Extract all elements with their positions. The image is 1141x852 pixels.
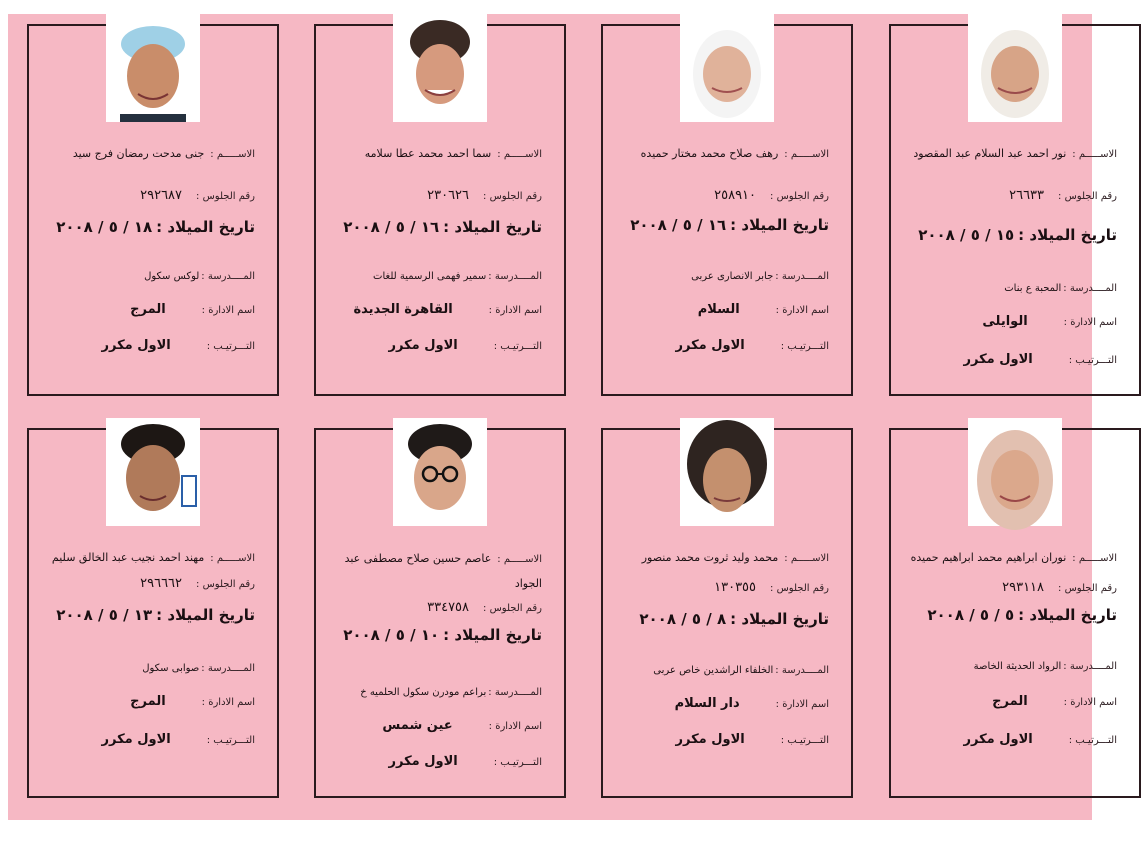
rank-label: التـــرتيـب : [493, 341, 542, 352]
seat-label: رقم الجلوس : [483, 191, 542, 202]
school-line [41, 656, 255, 675]
student-name: جنى مدحت رمضان فرج سيد [72, 147, 205, 160]
school-line [903, 276, 1117, 295]
school-name: الخلفاء الراشدين خاص عربى [653, 665, 774, 676]
rank-value: الاول مكرر [388, 338, 458, 353]
dob-label: تاريخ الميلاد : [1018, 606, 1117, 624]
rank-line [41, 334, 255, 353]
dob-label: تاريخ الميلاد : [443, 218, 542, 236]
admin-name: المرج [130, 302, 166, 317]
admin-name: السلام [697, 302, 740, 317]
admin-line [41, 690, 255, 709]
student-name: رهف صلاح محمد مختار حميده [640, 147, 779, 160]
student-card [601, 24, 853, 396]
rank-label: التـــرتيـب : [1068, 735, 1117, 746]
school-label: المــــدرسة : [775, 665, 829, 676]
seat-line [328, 596, 542, 615]
seat-number: ٢٩٦٦٦٢ [140, 576, 183, 591]
student-photo [106, 418, 200, 526]
rank-label: التـــرتيـب : [206, 735, 255, 746]
school-label: المــــدرسة : [488, 687, 542, 698]
birth-date: ١٠ / ٥ / ٢٠٠٨ [343, 626, 440, 644]
birth-date: ٥ / ٥ / ٢٠٠٨ [927, 606, 1015, 624]
student-photo [393, 14, 487, 122]
name-line [41, 142, 255, 161]
school-label: المــــدرسة : [488, 271, 542, 282]
school-label: المــــدرسة : [1063, 661, 1117, 672]
rank-line [328, 334, 542, 353]
school-label: المــــدرسة : [775, 271, 829, 282]
student-name: نور احمد عبد السلام عبد المقصود [913, 147, 1067, 160]
student-card [601, 428, 853, 798]
birth-date: ١٨ / ٥ / ٢٠٠٨ [56, 218, 153, 236]
rank-label: التـــرتيـب : [206, 341, 255, 352]
admin-name: القاهرة الجديدة [353, 302, 453, 317]
seat-number: ٢٥٨٩١٠ [714, 188, 757, 203]
rank-line [903, 728, 1117, 747]
seat-number: ٢٣٠٦٢٦ [427, 188, 470, 203]
student-card [27, 24, 279, 396]
seat-number: ٢٩٣١١٨ [1002, 580, 1045, 595]
school-name: براعم مودرن سكول الحلميه خ [360, 687, 487, 698]
seat-number: ٢٩٢٦٨٧ [140, 188, 183, 203]
name-line [615, 142, 829, 161]
name-label: الاســـــم : [1072, 149, 1117, 160]
birth-date: ١٣ / ٥ / ٢٠٠٨ [56, 606, 153, 624]
school-name: صوابى سكول [142, 663, 200, 674]
rank-line [903, 348, 1117, 367]
name-line [903, 142, 1117, 161]
school-line [615, 658, 829, 677]
rank-value: الاول مكرر [675, 732, 745, 747]
seat-line [328, 184, 542, 203]
school-line [615, 264, 829, 283]
rank-label: التـــرتيـب : [780, 735, 829, 746]
dob-line [903, 226, 1117, 244]
school-label: المــــدرسة : [1063, 283, 1117, 294]
birth-date: ٨ / ٥ / ٢٠٠٨ [639, 610, 727, 628]
seat-line [615, 184, 829, 203]
seat-label: رقم الجلوس : [1058, 191, 1117, 202]
rank-value: الاول مكرر [101, 732, 171, 747]
name-label: الاســـــم : [1072, 553, 1117, 564]
certificate-sheet [8, 14, 1117, 820]
student-photo [968, 14, 1062, 122]
student-photo [680, 14, 774, 122]
name-line [615, 546, 829, 565]
rank-value: الاول مكرر [101, 338, 171, 353]
admin-label: اسم الادارة : [775, 305, 829, 316]
rank-value: الاول مكرر [388, 754, 458, 769]
student-name: محمد وليد ثروت محمد منصور [641, 551, 779, 564]
student-photo [106, 14, 200, 122]
name-label: الاســـــم : [784, 553, 829, 564]
dob-line [903, 606, 1117, 624]
dob-label: تاريخ الميلاد : [730, 610, 829, 628]
school-name: جابر الانصارى عربى [691, 271, 774, 282]
seat-number: ٢٦٦٣٣ [1009, 188, 1045, 203]
name-label: الاســـــم : [497, 554, 542, 565]
birth-date: ١٥ / ٥ / ٢٠٠٨ [918, 226, 1015, 244]
seat-label: رقم الجلوس : [1058, 583, 1117, 594]
rank-label: التـــرتيـب : [493, 757, 542, 768]
rank-value: الاول مكرر [675, 338, 745, 353]
birth-date: ١٦ / ٥ / ٢٠٠٨ [630, 216, 727, 234]
admin-line [328, 298, 542, 317]
admin-name: دار السلام [674, 696, 740, 711]
school-name: المحبة ع بنات [1004, 283, 1062, 294]
school-name: الرواد الحديثة الخاصة [973, 661, 1062, 672]
name-label: الاســـــم : [497, 149, 542, 160]
student-photo [393, 418, 487, 526]
admin-name: المرج [130, 694, 166, 709]
rank-line [41, 728, 255, 747]
school-label: المــــدرسة : [201, 271, 255, 282]
seat-line [903, 184, 1117, 203]
student-name: مهند احمد نجيب عبد الخالق سليم [51, 551, 205, 564]
admin-line [615, 692, 829, 711]
seat-number: ١٣٠٣٥٥ [714, 580, 757, 595]
seat-label: رقم الجلوس : [196, 579, 255, 590]
rank-label: التـــرتيـب : [780, 341, 829, 352]
admin-label: اسم الادارة : [488, 305, 542, 316]
school-name: لوكس سكول [144, 271, 200, 282]
dob-line [328, 626, 542, 644]
dob-line [328, 218, 542, 236]
name-label: الاســـــم : [210, 553, 255, 564]
admin-label: اسم الادارة : [1063, 317, 1117, 328]
student-photo [680, 418, 774, 526]
dob-line [41, 606, 255, 624]
seat-line [615, 576, 829, 595]
admin-label: اسم الادارة : [488, 721, 542, 732]
seat-label: رقم الجلوس : [196, 191, 255, 202]
admin-name: الوايلى [982, 314, 1028, 329]
name-line [328, 142, 542, 161]
student-card [889, 24, 1141, 396]
seat-line [41, 184, 255, 203]
seat-line [903, 576, 1117, 595]
admin-name: عين شمس [382, 718, 453, 733]
admin-line [903, 310, 1117, 329]
rank-line [615, 728, 829, 747]
dob-label: تاريخ الميلاد : [443, 626, 542, 644]
school-line [903, 654, 1117, 673]
school-line [41, 264, 255, 283]
student-name: نوران ابراهيم محمد ابراهيم حميده [910, 551, 1067, 564]
student-name: سما احمد محمد عطا سلامه [364, 147, 492, 160]
name-line [903, 546, 1117, 565]
admin-label: اسم الادارة : [201, 305, 255, 316]
dob-line [41, 218, 255, 236]
rank-value: الاول مكرر [963, 732, 1033, 747]
seat-line [41, 572, 255, 591]
student-photo [968, 418, 1062, 526]
rank-line [615, 334, 829, 353]
admin-label: اسم الادارة : [1063, 697, 1117, 708]
dob-label: تاريخ الميلاد : [156, 218, 255, 236]
seat-label: رقم الجلوس : [770, 191, 829, 202]
seat-number: ٣٣٤٧٥٨ [427, 600, 470, 615]
student-card [314, 24, 566, 396]
rank-value: الاول مكرر [963, 352, 1033, 367]
student-card [27, 428, 279, 798]
name-label: الاســـــم : [210, 149, 255, 160]
birth-date: ١٦ / ٥ / ٢٠٠٨ [343, 218, 440, 236]
school-line [328, 680, 542, 699]
student-name: عاصم حسين صلاح مصطفى عبد الجواد [344, 552, 542, 590]
student-card [889, 428, 1141, 798]
seat-label: رقم الجلوس : [770, 583, 829, 594]
dob-line [615, 216, 829, 234]
admin-label: اسم الادارة : [201, 697, 255, 708]
dob-label: تاريخ الميلاد : [156, 606, 255, 624]
rank-label: التـــرتيـب : [1068, 355, 1117, 366]
admin-line [903, 690, 1117, 709]
admin-name: المرج [992, 694, 1028, 709]
name-label: الاســـــم : [784, 149, 829, 160]
student-card [314, 428, 566, 798]
dob-line [615, 610, 829, 628]
dob-label: تاريخ الميلاد : [730, 216, 829, 234]
school-name: سمير فهمى الرسمية للغات [373, 271, 487, 282]
seat-label: رقم الجلوس : [483, 603, 542, 614]
name-line [41, 546, 255, 565]
name-line [328, 546, 542, 595]
dob-label: تاريخ الميلاد : [1018, 226, 1117, 244]
rank-line [328, 750, 542, 769]
admin-line [328, 714, 542, 733]
school-line [328, 264, 542, 283]
school-label: المــــدرسة : [201, 663, 255, 674]
admin-line [615, 298, 829, 317]
admin-line [41, 298, 255, 317]
admin-label: اسم الادارة : [775, 699, 829, 710]
